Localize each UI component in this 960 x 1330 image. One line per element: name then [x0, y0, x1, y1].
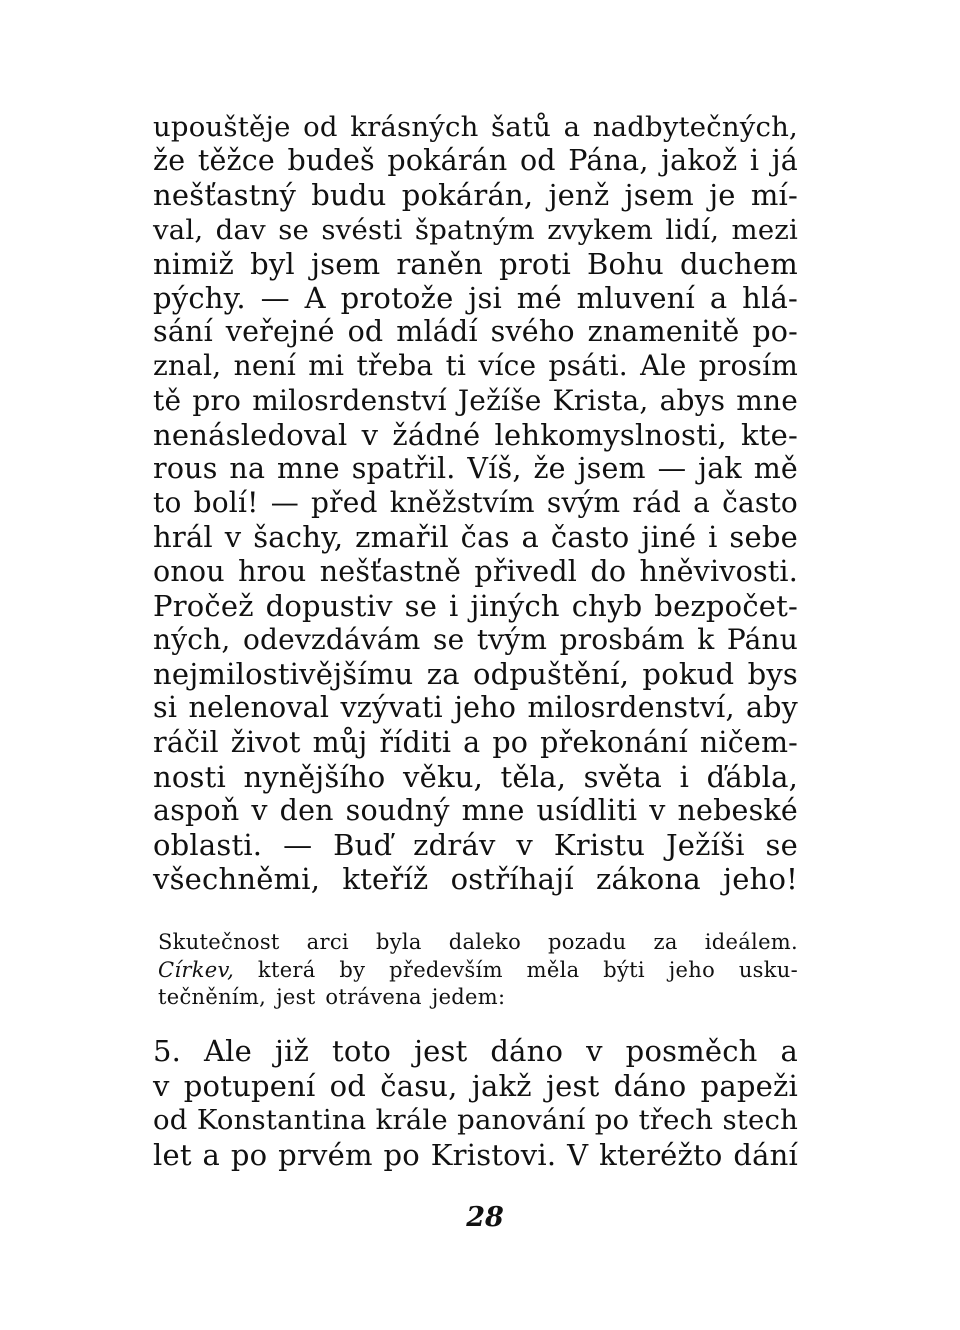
text-line: oblasti. — Buď zdráv v Kristu Ježíši se: [153, 828, 798, 863]
note-line: Skutečnost arci byla daleko pozadu za ideálem.: [158, 930, 798, 954]
text-line: rous na mne spatřil. Víš, že jsem — jak mě: [153, 452, 798, 486]
text-line: upouštěje od krásných šatů a nadbytečných,: [153, 111, 798, 143]
text-line: nešťastný budu pokárán, jenž jsem je mí-: [153, 178, 798, 213]
text-line: nenásledoval v žádné lehkomyslnosti, kte-: [153, 417, 798, 452]
text-line: všechněmi, kteříž ostříhají zákona jeho!: [153, 862, 798, 897]
text-line: nejmilostivějšímu za odpuštění, pokud bys: [153, 657, 798, 692]
text-line: tě pro milosrdenství Ježíše Krista, abys mne: [153, 383, 799, 417]
main-paragraph: [153, 110, 798, 897]
text-line: od Konstantina krále panování po třech stech: [153, 1104, 798, 1136]
text-line: sání veřejné od mládí svého znamenitě po-: [153, 315, 798, 349]
section-paragraph: [153, 1034, 798, 1172]
text-line: val, dav se svésti špatným zvykem lidí, mezi: [153, 213, 798, 246]
emphasis-word: Církev,: [158, 957, 235, 982]
text-line: ráčil život můj říditi a po překonání ničem-: [153, 725, 798, 759]
text-line: hrál v šachy, zmařil čas a často jiné i sebe: [153, 520, 798, 555]
text-line: nimiž byl jsem raněn proti Bohu duchem: [153, 246, 798, 281]
text-line: aspoň v den soudný mne usídliti v nebeské: [153, 794, 798, 828]
commentary-note: [158, 929, 798, 1012]
text-line: v potupení od času, jakž jest dáno papeži: [153, 1068, 798, 1103]
text-line: 5. Ale již toto jest dáno v posměch a: [153, 1034, 798, 1068]
text-line: znal, není mi třeba ti více psáti. Ale prosím: [153, 349, 798, 383]
text-line: pýchy. — A protože jsi mé mluvení a hlá-: [153, 281, 798, 316]
page-number: 28: [466, 1202, 504, 1233]
text-line: let a po prvém po Kristovi. V kteréžto dání: [153, 1137, 798, 1172]
note-line-rest: která by především měla býti jeho usku-: [234, 957, 798, 982]
note-line: tečněním, jest otrávena jedem:: [158, 985, 506, 1009]
text-line: Pročež dopustiv se i jiných chyb bezpočet-: [153, 588, 798, 623]
text-line: že těžce budeš pokárán od Pána, jakož i já: [153, 144, 798, 178]
text-line: si nelenoval vzývati jeho milosrdenství, aby: [153, 691, 798, 725]
text-line: to bolí! — před kněžstvím svým rád a často: [153, 486, 798, 520]
note-line: [158, 957, 798, 985]
text-line: ných, odevzdávám se tvým prosbám k Pánu: [153, 623, 798, 657]
text-line: nosti nynějšího věku, těla, světa i ďábla,: [153, 759, 798, 794]
text-line: onou hrou nešťastně přivedl do hněvivosti.: [153, 554, 798, 588]
